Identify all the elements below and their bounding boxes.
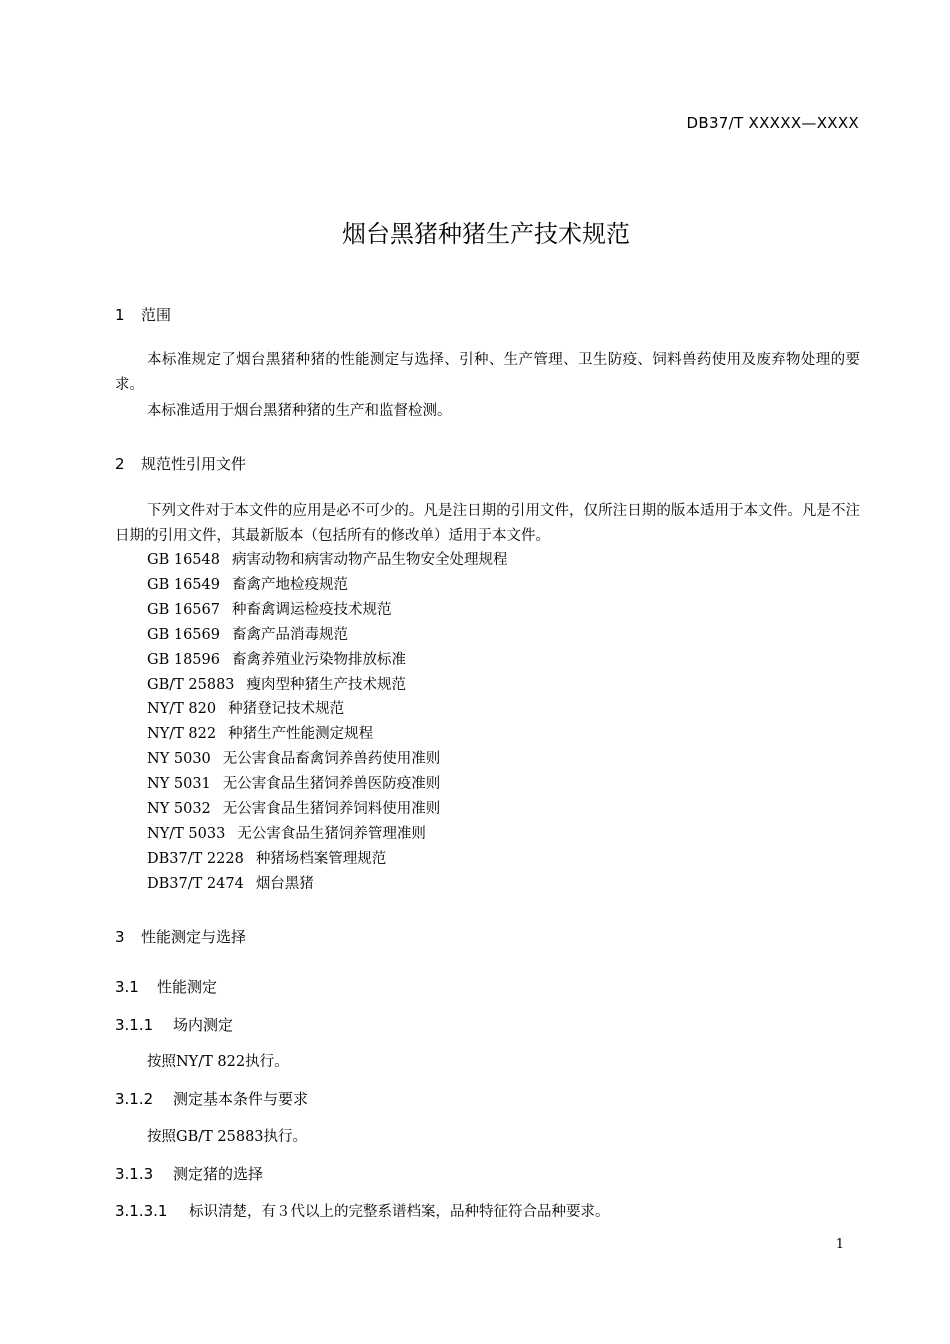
scope-paragraph-1: 本标准规定了烟台黑猪种猪的性能测定与选择、引种、生产管理、卫生防疫、饲料兽药使用及废弃物处理的要求。 (115, 352, 860, 393)
reference-title: 无公害食品畜禽饲养兽药使用准则 (222, 751, 441, 768)
clause-text: 标识清楚，有３代以上的完整系谱档案，品种特征符合品种要求。 (189, 1204, 610, 1220)
reference-title: 畜禽养殖业污染物排放标准 (231, 651, 406, 668)
reference-code: DB37/T 2474 (147, 875, 244, 892)
section-3-1-3-heading (115, 1163, 263, 1184)
reference-title: 种畜禽调运检疫技术规范 (231, 601, 392, 618)
reference-item (147, 722, 507, 747)
reference-code: GB 18596 (147, 651, 220, 668)
section-3-1-2-heading (115, 1088, 308, 1109)
reference-code: GB 16567 (147, 601, 220, 618)
reference-code: NY/T 5033 (147, 825, 226, 842)
section-3-1-3-1-item (115, 1200, 610, 1221)
section-number: 3 (115, 928, 125, 946)
reference-item (147, 697, 507, 722)
reference-title: 病害动物和病害动物产品生物安全处理规程 (231, 552, 508, 568)
section-number: 3.1.3 (115, 1165, 154, 1183)
reference-code: NY/T 820 (147, 701, 217, 718)
reference-title: 无公害食品生猪饲养饲料使用准则 (222, 801, 441, 818)
section-number: 3.1.3.1 (115, 1202, 168, 1220)
section-number: 3.1.1 (115, 1016, 154, 1034)
scope-paragraph-2: 本标准适用于烟台黑猪种猪的生产和监督检测。 (147, 403, 452, 419)
reference-title: 种猪场档案管理规范 (255, 850, 387, 867)
section-number: 1 (115, 306, 125, 324)
reference-item (147, 822, 507, 847)
reference-title: 烟台黑猪 (255, 875, 314, 892)
section-number: 3.1.2 (115, 1090, 154, 1108)
section-title: 性能测定 (157, 978, 218, 996)
reference-code: NY/T 822 (147, 726, 217, 743)
reference-code: NY 5030 (147, 751, 211, 768)
reference-item (147, 747, 507, 772)
reference-item (147, 623, 507, 648)
section-number: 3.1 (115, 978, 139, 996)
reference-title: 无公害食品生猪饲养兽医防疫准则 (222, 776, 441, 793)
reference-item (147, 648, 507, 673)
reference-item (147, 598, 507, 623)
reference-item (147, 548, 507, 573)
reference-item (147, 772, 507, 797)
reference-code: GB 16569 (147, 626, 220, 643)
document-title: 烟台黑猪种猪生产技术规范 (342, 220, 630, 248)
section-3-1-1-text: 按照NY/T 822执行。 (147, 1054, 289, 1070)
section-3-1-2-text: 按照GB/T 25883执行。 (147, 1129, 308, 1145)
reference-item (147, 872, 507, 897)
reference-code: GB/T 25883 (147, 676, 235, 693)
reference-title: 种猪登记技术规范 (228, 701, 345, 718)
section-title: 性能测定与选择 (141, 928, 247, 946)
section-2-heading (115, 453, 246, 474)
reference-code: GB 16548 (147, 552, 220, 568)
section-3-1-1-heading (115, 1014, 233, 1035)
reference-title: 种猪生产性能测定规程 (228, 726, 374, 743)
section-title: 规范性引用文件 (141, 455, 247, 473)
normative-reference-list (147, 548, 507, 897)
section-1-heading (115, 304, 171, 325)
reference-code: NY 5031 (147, 776, 211, 793)
section-title: 测定猪的选择 (173, 1165, 264, 1183)
standard-code: DB37/T XXXXX—XXXX (686, 114, 859, 132)
reference-title: 无公害食品生猪饲养管理准则 (237, 825, 426, 842)
reference-title: 畜禽产品消毒规范 (231, 626, 348, 643)
reference-code: GB 16549 (147, 576, 220, 593)
reference-code: NY 5032 (147, 801, 211, 818)
reference-title: 瘦肉型种猪生产技术规范 (246, 676, 407, 693)
section-3-heading (115, 926, 246, 947)
reference-code: DB37/T 2228 (147, 850, 244, 867)
reference-item (147, 673, 507, 698)
reference-title: 畜禽产地检疫规范 (231, 576, 348, 593)
section-title: 测定基本条件与要求 (173, 1090, 309, 1108)
page-number: 1 (835, 1237, 844, 1252)
reference-item (147, 797, 507, 822)
reference-item (147, 573, 507, 598)
section-title: 场内测定 (173, 1016, 234, 1034)
section-number: 2 (115, 455, 125, 473)
references-intro: 下列文件对于本文件的应用是必不可少的。凡是注日期的引用文件，仅所注日期的版本适用于本文件。凡是不注日期的引用文件，其最新版本（包括所有的修改单）适用于本文件。 (115, 503, 860, 544)
section-3-1-heading (115, 976, 217, 997)
section-title: 范围 (141, 306, 172, 324)
reference-item (147, 847, 507, 872)
